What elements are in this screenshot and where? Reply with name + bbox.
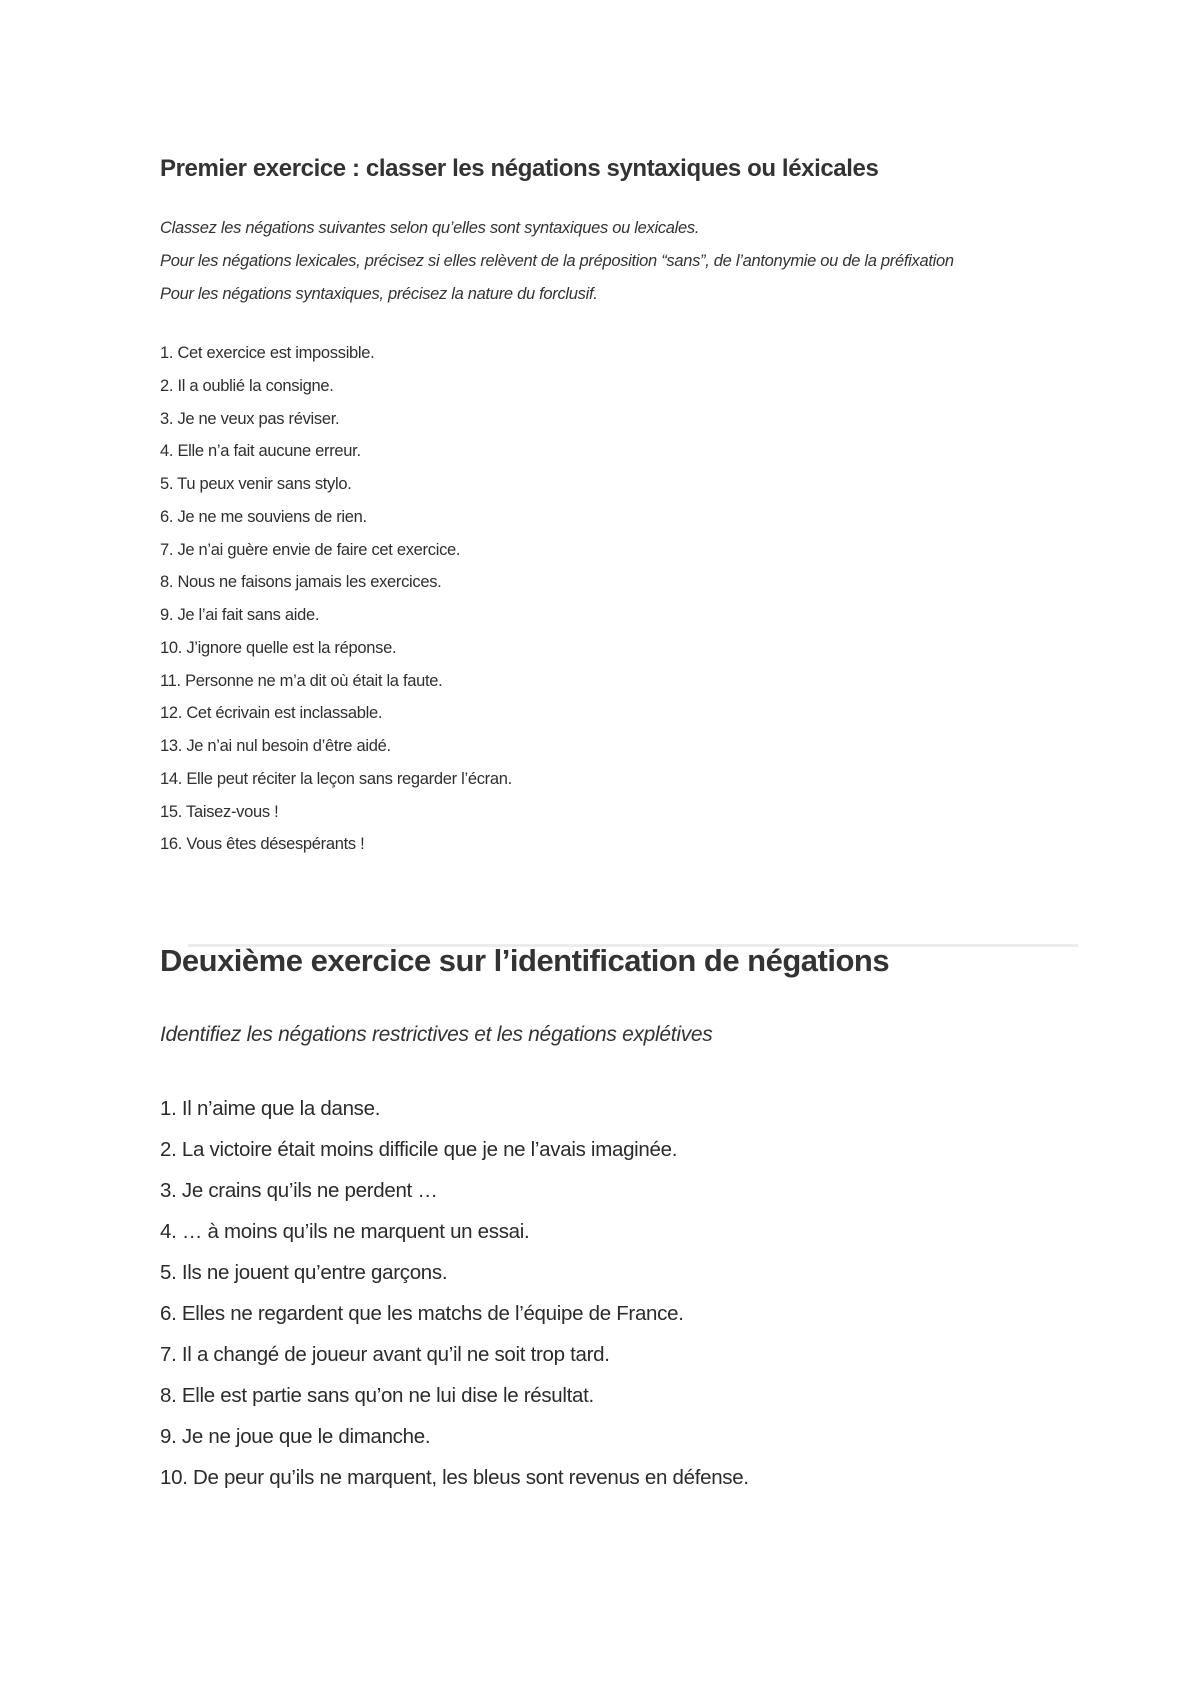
- list-item: 6. Je ne me souviens de rien.: [160, 507, 367, 526]
- list-item: 16. Vous êtes désespérants !: [160, 835, 365, 854]
- exercise1-title: Premier exercice : classer les négations syntaxiques ou léxicales: [160, 155, 879, 182]
- list-item: 8. Nous ne faisons jamais les exercices.: [160, 573, 442, 592]
- list-item: 4. … à moins qu’ils ne marquent un essai.: [160, 1220, 530, 1243]
- list-item: 12. Cet écrivain est inclassable.: [160, 704, 383, 723]
- list-item: 1. Cet exercice est impossible.: [160, 344, 375, 362]
- list-item: 3. Je crains qu’ils ne perdent …: [160, 1179, 438, 1202]
- exercise2-list: [160, 1097, 749, 1507]
- list-item: 7. Je n’ai guère envie de faire cet exercice.: [160, 540, 461, 559]
- exercise2-subtitle: Identifiez les négations restrictives et les négations explétives: [160, 1023, 713, 1046]
- instruction-line: Pour les négations lexicales, précisez si elles relèvent de la préposition “sans”, de l’antonymie ou de la préfixation: [160, 252, 954, 270]
- list-item: 15. Taisez-vous !: [160, 802, 279, 821]
- list-item: 14. Elle peut réciter la leçon sans regarder l’écran.: [160, 769, 512, 788]
- instruction-line: Pour les négations syntaxiques, précisez la nature du forclusif.: [160, 285, 598, 303]
- list-item: 2. Il a oublié la consigne.: [160, 376, 334, 395]
- list-item: 9. Je ne joue que le dimanche.: [160, 1425, 431, 1448]
- exercise1-instructions: [160, 219, 1060, 318]
- list-item: 13. Je n’ai nul besoin d’être aidé.: [160, 737, 391, 755]
- list-item: 7. Il a changé de joueur avant qu’il ne soit trop tard.: [160, 1343, 610, 1366]
- list-item: 5. Ils ne jouent qu’entre garçons.: [160, 1261, 448, 1284]
- list-item: 5. Tu peux venir sans stylo.: [160, 475, 352, 493]
- instruction-line: Classez les négations suivantes selon qu’elles sont syntaxiques ou lexicales.: [160, 219, 700, 237]
- list-item: 10. J’ignore quelle est la réponse.: [160, 638, 397, 657]
- list-item: 10. De peur qu’ils ne marquent, les bleus sont revenus en défense.: [160, 1466, 749, 1489]
- list-item: 1. Il n’aime que la danse.: [160, 1097, 381, 1120]
- list-item: 11. Personne ne m’a dit où était la faute.: [160, 671, 443, 690]
- exercise1-list: [160, 344, 512, 868]
- list-item: 8. Elle est partie sans qu’on ne lui dise le résultat.: [160, 1384, 594, 1407]
- list-item: 3. Je ne veux pas réviser.: [160, 409, 340, 428]
- exercise2-title: Deuxième exercice sur l’identification de négations: [160, 943, 890, 978]
- list-item: 9. Je l’ai fait sans aide.: [160, 606, 320, 624]
- list-item: 4. Elle n’a fait aucune erreur.: [160, 442, 361, 461]
- list-item: 6. Elles ne regardent que les matchs de l’équipe de France.: [160, 1302, 684, 1325]
- list-item: 2. La victoire était moins difficile que je ne l’avais imaginée.: [160, 1138, 678, 1161]
